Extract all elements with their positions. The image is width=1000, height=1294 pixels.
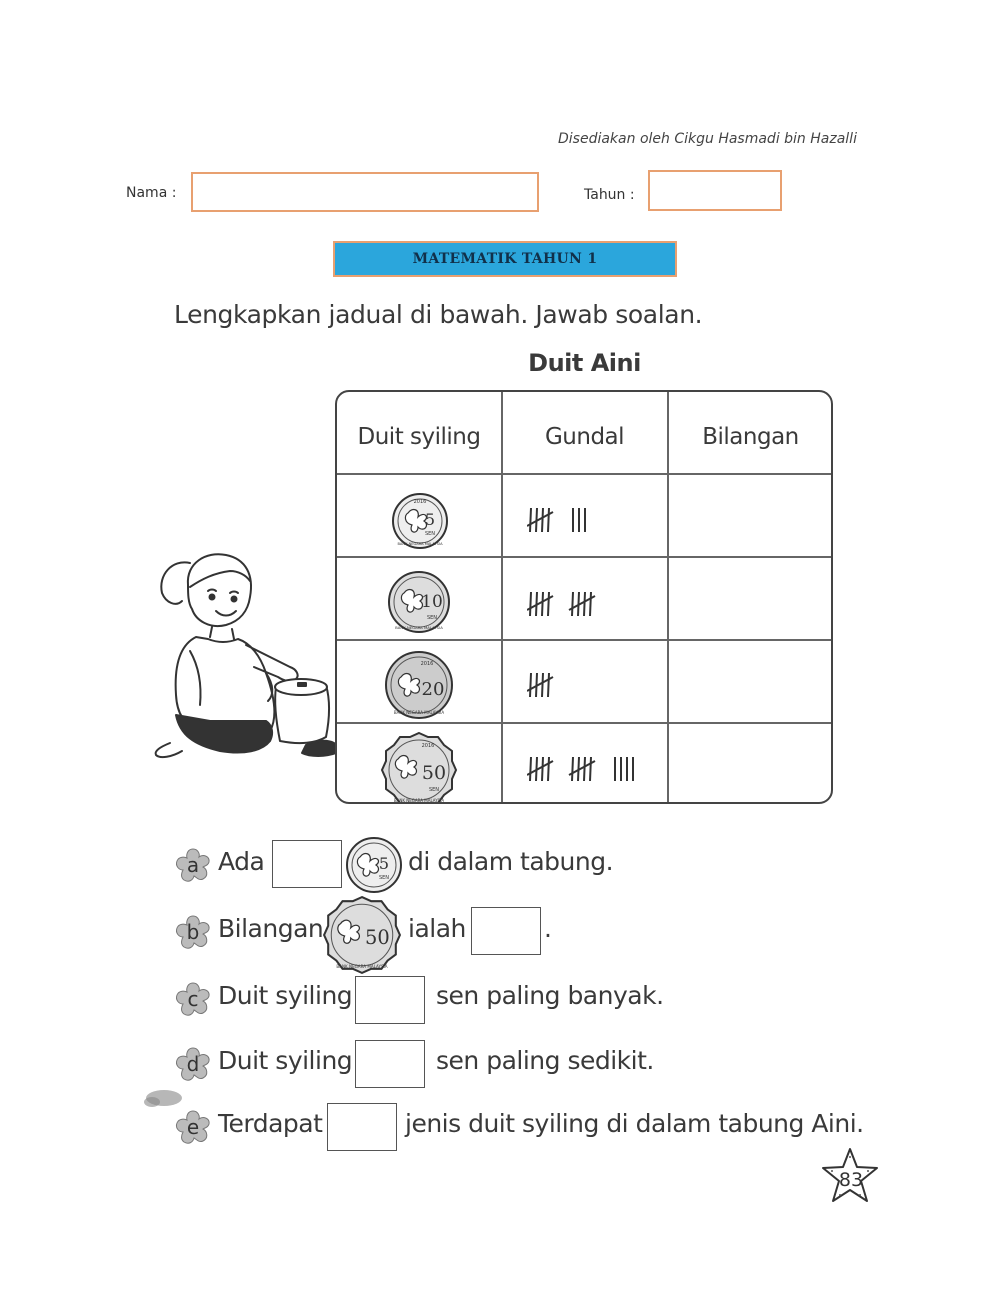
tally-marks: [527, 500, 657, 540]
tally-stroke: [530, 592, 531, 616]
question-c-badge: [173, 980, 213, 1018]
header-tally: Gundal: [544, 424, 625, 450]
coin-10-sen: [386, 569, 452, 635]
coin-unit: SEN: [428, 787, 440, 793]
tally-stroke: [590, 757, 591, 781]
coin-value: 5: [378, 854, 390, 873]
credit-line: Disediakan oleh Cikgu Hasmadi bin Hazalli: [558, 131, 857, 147]
tally-stroke: [590, 592, 591, 616]
tally-stroke: [572, 757, 573, 781]
instruction-text: Lengkapkan jadual di bawah. Jawab soalan.: [174, 300, 703, 329]
coin-country: BANK NEGARA MALAYSIA: [395, 625, 443, 630]
tally-stroke: [548, 757, 549, 781]
answer-c-input[interactable]: [355, 976, 425, 1024]
answer-d-input[interactable]: [355, 1040, 425, 1088]
name-label: Nama :: [126, 185, 177, 201]
coin-unit: SEN: [378, 875, 390, 881]
question-letter: a: [186, 853, 200, 877]
tally-marks: [527, 749, 657, 789]
tally-marks: [527, 584, 657, 624]
coin-20-sen: [383, 649, 455, 721]
question-d-badge: [173, 1045, 213, 1083]
coin-year: 2016: [420, 661, 434, 667]
tally-stroke: [548, 673, 549, 697]
count-cell[interactable]: [670, 559, 830, 637]
tally-stroke: [530, 673, 531, 697]
coin-unit: SEN: [426, 615, 438, 621]
coin-5-value: 5: [424, 510, 436, 529]
coin-country: BANK NEGARA MALAYSIA: [393, 798, 445, 803]
coin-50-value: 50: [421, 762, 447, 784]
question-b-after: .: [544, 914, 552, 943]
coin-unit: SEN: [424, 531, 436, 537]
subject-banner: MATEMATIK TAHUN 1: [333, 241, 677, 277]
tally-marks: [527, 665, 657, 705]
coin-tally-table: [335, 390, 833, 804]
question-e-text: Terdapat: [218, 1109, 323, 1138]
answer-e-input[interactable]: [327, 1103, 397, 1151]
coin-5-sen-icon: [344, 835, 404, 895]
coin-country: BANK NEGARA MALAYSIA: [397, 542, 443, 546]
question-b-badge: [173, 913, 213, 951]
question-e-after: jenis duit syiling di dalam tabung Aini.: [405, 1109, 864, 1138]
coin-50-sen-icon: [320, 893, 404, 977]
question-letter: e: [186, 1115, 200, 1139]
question-c-text: Duit syiling: [218, 981, 353, 1010]
coin-value: 50: [364, 926, 390, 950]
coin-year: 2016: [413, 499, 427, 505]
coin-10-value: 10: [421, 592, 443, 612]
question-d-after: sen paling sedikit.: [436, 1046, 654, 1075]
tally-stroke: [548, 592, 549, 616]
question-a-badge: [173, 846, 213, 884]
question-letter: b: [186, 920, 200, 944]
question-c-after: sen paling banyak.: [436, 981, 664, 1010]
answer-a-input[interactable]: [272, 840, 342, 888]
tally-stroke: [530, 508, 531, 532]
coin-country: BANK NEGARA MALAYSIA: [393, 710, 445, 715]
tally-stroke: [584, 757, 585, 781]
question-b-text: Bilangan: [218, 914, 324, 943]
year-label: Tahun :: [584, 187, 635, 203]
girl-with-piggybank-illustration: [150, 545, 340, 770]
tally-stroke: [542, 592, 543, 616]
tally-stroke: [572, 592, 573, 616]
tally-stroke: [542, 673, 543, 697]
coin-50-sen: [378, 729, 460, 804]
question-a-after: di dalam tabung.: [408, 847, 614, 876]
page-number-star: [818, 1145, 882, 1209]
coin-20-value: 20: [421, 679, 445, 700]
page-number: 83: [838, 1169, 864, 1191]
header-count: Bilangan: [702, 424, 799, 450]
question-d-text: Duit syiling: [218, 1046, 353, 1075]
tally-stroke: [584, 592, 585, 616]
question-letter: c: [187, 987, 199, 1011]
name-input[interactable]: [191, 172, 539, 212]
tally-stroke: [530, 757, 531, 781]
count-cell[interactable]: [670, 476, 830, 554]
count-cell[interactable]: [670, 642, 830, 720]
answer-b-input[interactable]: [471, 907, 541, 955]
tally-stroke: [542, 508, 543, 532]
table-title: Duit Aini: [528, 349, 641, 377]
question-letter: d: [186, 1052, 200, 1076]
question-b-middle: ialah: [408, 914, 466, 943]
question-a-text: Ada: [218, 847, 265, 876]
coin-5-sen: [390, 491, 450, 551]
count-cell[interactable]: [670, 725, 830, 803]
tally-stroke: [548, 508, 549, 532]
year-input[interactable]: [648, 170, 782, 211]
coin-country: BANK NEGARA MALAYSIA: [336, 963, 388, 969]
question-e-badge: [173, 1108, 213, 1146]
coin-year: 2016: [421, 743, 435, 749]
tally-stroke: [542, 757, 543, 781]
header-coin: Duit syiling: [357, 424, 481, 450]
